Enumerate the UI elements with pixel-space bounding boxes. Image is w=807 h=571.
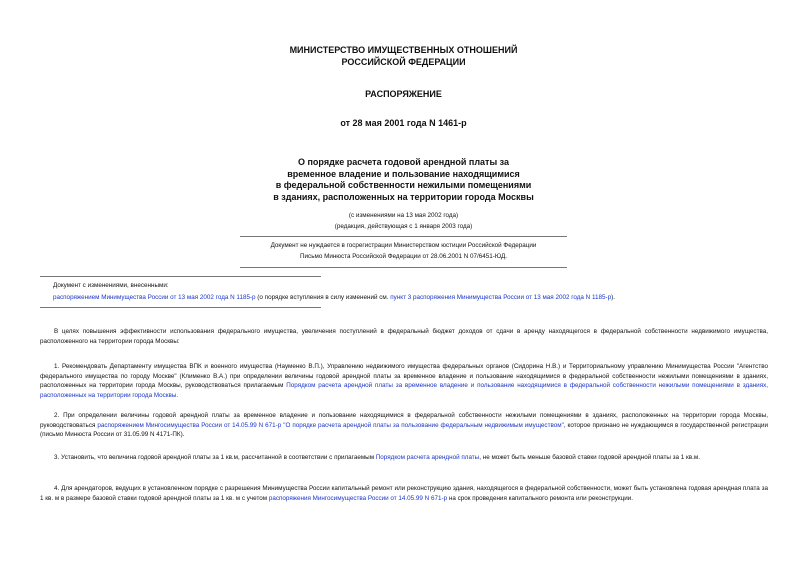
p3-text: 3. Установить, что величина годовой арендной платы за 1 кв.м, рассчитанной в соответствии с прилагаемым [54, 454, 376, 461]
ministry-line-1: МИНИСТЕРСТВО ИМУЩЕСТВЕННЫХ ОТНОШЕНИЙ [289, 45, 518, 55]
registration-note [240, 240, 567, 262]
edition-changes: (с изменениями на 13 мая 2002 года) [348, 212, 459, 219]
registration-line-2: Письмо Минюста Российской Федерации от 28.06.2001 N 07/6451-ЮД. [300, 253, 507, 260]
changes-block [53, 280, 793, 303]
p1-procedure-link[interactable]: Порядком расчета арендной платы за временное владение и пользование находящимися в федеральной собственности нежилыми помещениями в зданиях, расположенных на территории города Москвы [40, 382, 768, 399]
ministry-name [0, 44, 807, 68]
changes-line [53, 292, 793, 304]
preamble-paragraph: В целях повышения эффективности использования федерального имущества, увеличения поступлений в федеральный бюджет доходов от сдачи в аренду находящегося в федеральной собственности недвижимого имущества, расположенного на территории города Москвы: [40, 328, 768, 345]
paragraph-1 [40, 362, 768, 400]
ministry-line-2: РОССИЙСКОЙ ФЕДЕРАЦИИ [341, 57, 466, 67]
p3-end: , не может быть меньше базовой ставки годовой арендной платы за 1 кв.м. [479, 454, 700, 461]
p1-end: . [176, 391, 179, 399]
p3-procedure-link[interactable]: Порядком расчета арендной платы [375, 454, 480, 461]
changes-end: ). [611, 293, 615, 301]
amendment-link[interactable]: распоряжением Минимущества России от 13 мая 2002 года N 1185-р [53, 293, 256, 301]
changes-divider-top [40, 276, 321, 277]
p2-end: , которое признано не нуждающимся в государственной регистрации (письмо Минюста России от 31.05.99 N 4171-ПК). [40, 421, 768, 439]
doc-title [0, 157, 807, 203]
changes-intro: Документ с изменениями, внесенными: [53, 282, 169, 289]
title-line-4: в зданиях, расположенных на территории города Москвы [273, 191, 534, 202]
registration-line-1: Документ не нуждается в госрегистрации Министерством юстиции Российской Федерации [270, 242, 537, 249]
p4-end: на срок проведения капитального ремонта или реконструкции. [447, 494, 633, 502]
p2-text: 2. При определении величины годовой арендной платы за временное владение и пользование находящимися в федеральной собственности нежилыми помещениями в зданиях, расположенных на территории города Москвы, руководствоваться [40, 412, 768, 429]
p4-order-link[interactable]: распоряжения Мингосимущества России от 14.05.99 N 671-р [268, 494, 448, 502]
amendment-clause-link[interactable]: пункт 3 распоряжения Минимущества России от 13 мая 2002 года N 1185-р [390, 293, 612, 301]
doc-date-number: от 28 мая 2001 года N 1461-р [340, 118, 467, 128]
title-line-2: временное владение и пользование находящимися [287, 168, 520, 179]
edition-revision: (редакция, действующая с 1 января 2003 года) [334, 223, 473, 230]
changes-divider-bottom [40, 307, 321, 308]
title-line-3: в федеральной собственности нежилыми помещениями [275, 180, 532, 190]
p2-order-link[interactable]: распоряжением Мингосимущества России от 14.05.99 N 671-р "О порядке расчета арендной платы за пользование федеральным недвижимым имуществом" [97, 421, 564, 429]
title-line-1: О порядке расчета годовой арендной платы за [298, 157, 509, 167]
paragraph-2 [40, 411, 768, 440]
doc-type: РАСПОРЯЖЕНИЕ [365, 89, 442, 99]
editions [0, 210, 807, 232]
p1-text: 1. Рекомендовать Департаменту имущества ВПК и военного имущества (Науменко В.П.), Управлению недвижимого имущества федеральных органов (Сидорина Н.В.) и Территориальному управлению Минимущества России "Агентство федерального имущества по городу Москве" (Клименко В.А.) при определении величины годовой арендной платы за временное владение и пользование находящимися в федеральной собственности нежилыми помещениями в зданиях, расположенных на территории города Москвы, руководствоваться прилагаемым [40, 363, 768, 390]
divider-bottom [240, 267, 567, 268]
changes-middle: (о порядке вступления в силу изменений см. [255, 293, 391, 301]
p4-text: 4. Для арендаторов, ведущих в установленном порядке с разрешения Минимущества России капитальный ремонт или реконструкцию здания, находящегося в федеральной собственности, может быть установлена годовая арендная плата за 1 кв. м в размере базовой ставки годовой арендной платы за 1 кв. м с учетом [40, 485, 768, 502]
divider-top [240, 236, 567, 237]
paragraph-3 [40, 453, 768, 463]
paragraph-4 [40, 484, 768, 503]
